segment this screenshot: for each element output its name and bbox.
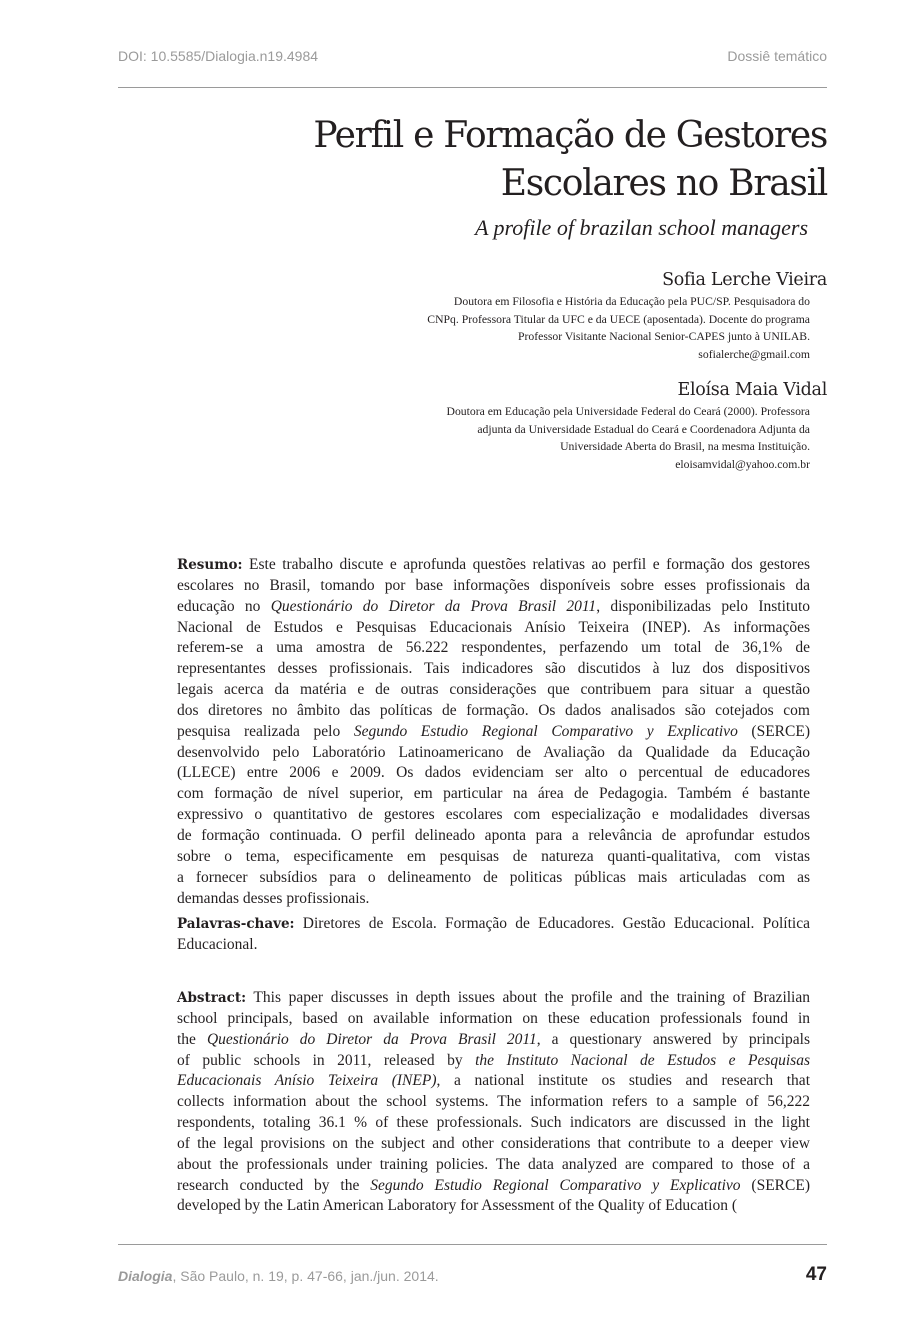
text-line <box>177 1071 810 1092</box>
section-label: Palavras-chave: <box>177 916 295 932</box>
footer-citation <box>118 1268 439 1284</box>
citation-text: , São Paulo, n. 19, p. 47-66, jan./jun. 2014. <box>172 1268 439 1284</box>
text-segment: referem-se a uma amostra de 56.222 respondentes, perfazendo um total de 36,1% de <box>177 639 810 657</box>
text-segment: , a questionary answered by principals <box>536 1030 811 1048</box>
text-segment: a fornecer subsídios para o delineamento de politicas públicas mais articuladas com as <box>177 868 810 886</box>
text-segment: de formação continuada. O perfil delineado aponta para a relevância de aprofundar estudos <box>177 826 810 844</box>
text-line <box>177 743 810 764</box>
text-line <box>177 868 810 889</box>
abstract-paragraph <box>177 988 810 1217</box>
text-segment: Este trabalho discute e aprofunda questões relativas ao perfil e formação dos gestores <box>242 556 810 573</box>
text-line <box>177 1092 810 1113</box>
footer-divider <box>118 1244 827 1245</box>
text-segment: desenvolvido pelo Laboratório Latinoamericano de Avaliação da Qualidade da Educação <box>177 743 810 761</box>
text-segment: the <box>177 1030 207 1048</box>
text-segment: sobre o tema, especificamente em pesquisas de natureza quanti-qualitativa, com vistas <box>177 847 810 865</box>
article-subtitle: A profile of brazilan school managers <box>474 215 808 240</box>
text-segment: research conducted by the <box>177 1176 371 1194</box>
text-segment: respondents, totaling 36.1 % of these professionals. Such indicators are discussed in the light <box>177 1114 810 1132</box>
section-label: Dossiê temático <box>727 48 827 64</box>
italic-text: the Instituto Nacional de Estudos e Pesquisas <box>475 1051 810 1069</box>
affiliation-line: Doutora em Filosofia e História da Educação pela PUC/SP. Pesquisadora do <box>453 295 810 308</box>
text-line <box>177 1030 810 1051</box>
affiliation-line: Professor Visitante Nacional Senior-CAPES junto à UNILAB. <box>518 330 810 343</box>
text-line <box>177 784 810 805</box>
italic-text: Questionário do Diretor da Prova Brasil 2011 <box>270 597 597 615</box>
italic-text: Questionário do Diretor da Prova Brasil 2011 <box>206 1030 537 1048</box>
affiliation-line: Universidade Aberta do Brasil, na mesma Instituição. <box>560 440 810 453</box>
text-line <box>177 555 810 576</box>
text-segment: (SERCE) <box>740 1176 810 1194</box>
journal-name: Dialogia <box>118 1268 173 1284</box>
text-line <box>177 638 810 659</box>
text-line <box>177 1196 810 1217</box>
text-line <box>177 618 810 639</box>
section-label: Abstract: <box>177 990 247 1006</box>
text-segment: of the legal provisions on the subject and other considerations that contribute to a deeper view <box>177 1134 810 1152</box>
affiliation-line: Doutora em Educação pela Universidade Federal do Ceará (2000). Professora <box>446 405 810 418</box>
text-line <box>177 763 810 784</box>
text-line <box>177 659 810 680</box>
text-segment: collects information about the school systems. The information refers to a sample of 56,222 <box>177 1093 810 1111</box>
italic-text: Segundo Estudio Regional Comparativo y Explicativo <box>370 1176 741 1194</box>
text-segment: representantes desses profissionais. Tais indicadores são discutidos à luz dos dispositivos <box>177 660 810 678</box>
text-segment: Educacional. <box>177 935 258 953</box>
text-segment: of public schools in 2011, released by <box>177 1051 476 1069</box>
text-line <box>177 847 810 868</box>
keywords-paragraph <box>177 914 810 956</box>
italic-text: Segundo Estudio Regional Comparativo y Explicativo <box>353 722 738 740</box>
text-segment: developed by the Latin American Laboratory for Assessment of the Quality of Education ( <box>177 1197 737 1215</box>
text-segment: pesquisa realizada pelo <box>177 722 354 740</box>
resumo-paragraph <box>177 555 810 909</box>
author-affiliation <box>427 293 810 363</box>
author-affiliation <box>447 403 810 473</box>
article-title <box>267 112 827 208</box>
text-segment: (SERCE) <box>737 722 810 740</box>
affiliation-line: CNPq. Professora Titular da UFC e da UECE (aposentada). Docente do programa <box>427 312 810 326</box>
text-line <box>177 597 810 618</box>
text-segment: , a national institute os studies and research that <box>436 1072 810 1090</box>
text-line <box>177 1134 810 1155</box>
author-email: sofialerche@gmail.com <box>698 347 810 361</box>
section-label: Resumo: <box>177 557 243 573</box>
text-segment: escolares no Brasil, tomando por base informações disponíveis sobre esses profissionais da <box>177 576 810 594</box>
text-line <box>177 1051 810 1072</box>
text-line <box>177 826 810 847</box>
text-segment: legais acerca da matéria e de outras considerações que contribuem para situar a questão <box>177 681 810 699</box>
text-line <box>177 1009 810 1030</box>
text-segment: This paper discusses in depth issues about the profile and the training of Brazilian <box>246 989 810 1006</box>
header-divider <box>118 87 827 88</box>
text-line <box>177 1113 810 1134</box>
text-segment: Diretores de Escola. Formação de Educadores. Gestão Educacional. Política <box>294 915 810 932</box>
text-segment: dos diretores no âmbito das políticas de formação. Os dados analisados são cotejados com <box>177 701 810 719</box>
title-line: Escolares no Brasil <box>500 163 827 204</box>
text-segment: about the professionals under training policies. The data analyzed are compared to those of a <box>177 1155 810 1173</box>
text-segment: expressivo o quantitativo de gestores escolares com especialização e modalidades diversas <box>177 806 810 824</box>
text-segment: demandas desses profissionais. <box>177 889 370 907</box>
affiliation-line: adjunta da Universidade Estadual do Ceará e Coordenadora Adjunta da <box>477 422 810 436</box>
text-segment: , disponibilizadas pelo Instituto <box>596 597 810 615</box>
text-segment: com formação de nível superior, em particular na área de Pedagogia. Também é bastante <box>177 785 810 803</box>
text-line <box>177 722 810 743</box>
doi-label: DOI: 10.5585/Dialogia.n19.4984 <box>118 48 319 64</box>
text-line <box>177 988 810 1009</box>
text-segment: educação no <box>177 597 271 615</box>
text-line <box>177 1176 810 1197</box>
text-segment: (LLECE) entre 2006 e 2009. Os dados evidenciam ser alto o percentual de educadores <box>177 764 810 782</box>
text-line <box>177 914 810 935</box>
text-line <box>177 889 810 910</box>
text-line <box>177 701 810 722</box>
italic-text: Educacionais Anísio Teixeira (INEP) <box>177 1072 437 1090</box>
text-line <box>177 1155 810 1176</box>
author-name: Eloísa Maia Vidal <box>677 380 827 400</box>
text-line <box>177 805 810 826</box>
title-line: Perfil e Formação de Gestores <box>313 115 827 156</box>
page-number: 47 <box>805 1264 827 1285</box>
text-segment: school principals, based on available information on these education professionals found in <box>177 1009 810 1027</box>
text-segment: Nacional de Estudos e Pesquisas Educacionais Anísio Teixeira (INEP). As informações <box>177 618 810 636</box>
text-line <box>177 576 810 597</box>
text-line <box>177 680 810 701</box>
author-email: eloisamvidal@yahoo.com.br <box>675 457 810 471</box>
author-name: Sofia Lerche Vieira <box>662 270 827 290</box>
text-line <box>177 935 810 956</box>
